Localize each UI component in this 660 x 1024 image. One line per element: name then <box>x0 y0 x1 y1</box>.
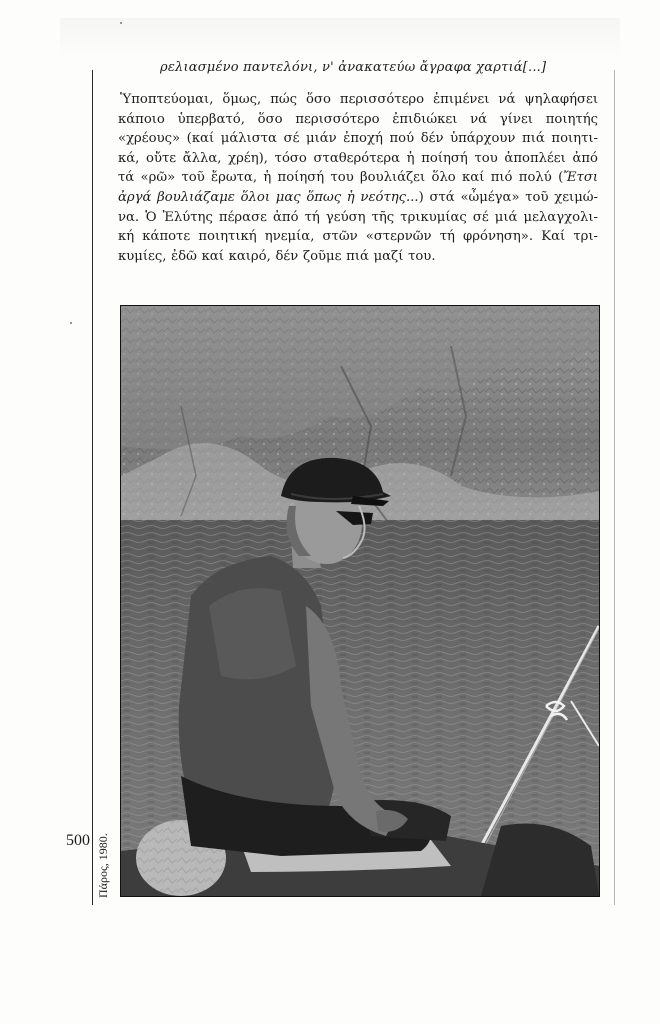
photo-illustration <box>121 306 599 896</box>
text-line: «χρέους» (καί μάλιστα σέ μιάν ἐποχή πού δέν ὑπάρχουν πιά ποιητι- <box>118 131 598 147</box>
scan-shadow <box>60 18 620 58</box>
italic-quote: ἀργά βουλιάζαμε ὅλοι μας ὅπως ἡ νεότης... <box>118 189 419 205</box>
text-line <box>118 168 598 188</box>
text-line: κά, οὔτε ἄλλα, χρέη), τόσο σταθερότερα ἡ ποίησή του ἀποπλέει ἀπό <box>118 150 598 166</box>
photograph <box>120 305 600 897</box>
text-line <box>118 188 598 208</box>
text-line: κυμίες, ἐδῶ καί καιρό, δέν ζοῦμε πιά μαζί του. <box>118 248 436 264</box>
text-fragment: ) στά «ὦμέγα» τοῦ χειμώ- <box>418 189 598 205</box>
text-line: να. Ὁ Ἐλύτης πέρασε ἀπό τή γεύση τῆς τρικυμίας σέ μιά μελαγχολι- <box>118 209 598 225</box>
text-line: Ὑποπτεύομαι, ὅμως, πώς ὅσο περισσότερο ἐπιμένει νά ψηλαφήσει <box>120 92 598 107</box>
photo-caption: Πάρος, 1980. <box>96 833 110 898</box>
body-paragraph <box>118 90 598 266</box>
text-fragment: τά «ρῶ» τοῦ ἔρωτα, ἡ ποίησή του βουλιάζει ὅλο καί πιό πολύ ( <box>118 170 564 186</box>
left-margin-rule <box>92 70 93 905</box>
scan-speck <box>70 322 72 324</box>
italic-quote: Ἔτσι <box>563 170 598 186</box>
scan-speck <box>120 22 122 24</box>
text-line: κάποιο ὑπερβατό, ὅσο περισσότερο ἐπιδιώκει νά γίνει ποιητής <box>118 111 598 127</box>
right-margin-rule <box>614 70 615 905</box>
page-number: 500 <box>66 832 90 849</box>
text-line: κή κάποτε ποιητική ηνεμία, στῶν «στερνῶν τή φρόνηση». Καί τρι- <box>118 229 598 245</box>
quote-line: ρελιασμένο παντελόνι, ν' ἀνακατεύω ἄγραφα χαρτιά[...] <box>160 60 547 75</box>
